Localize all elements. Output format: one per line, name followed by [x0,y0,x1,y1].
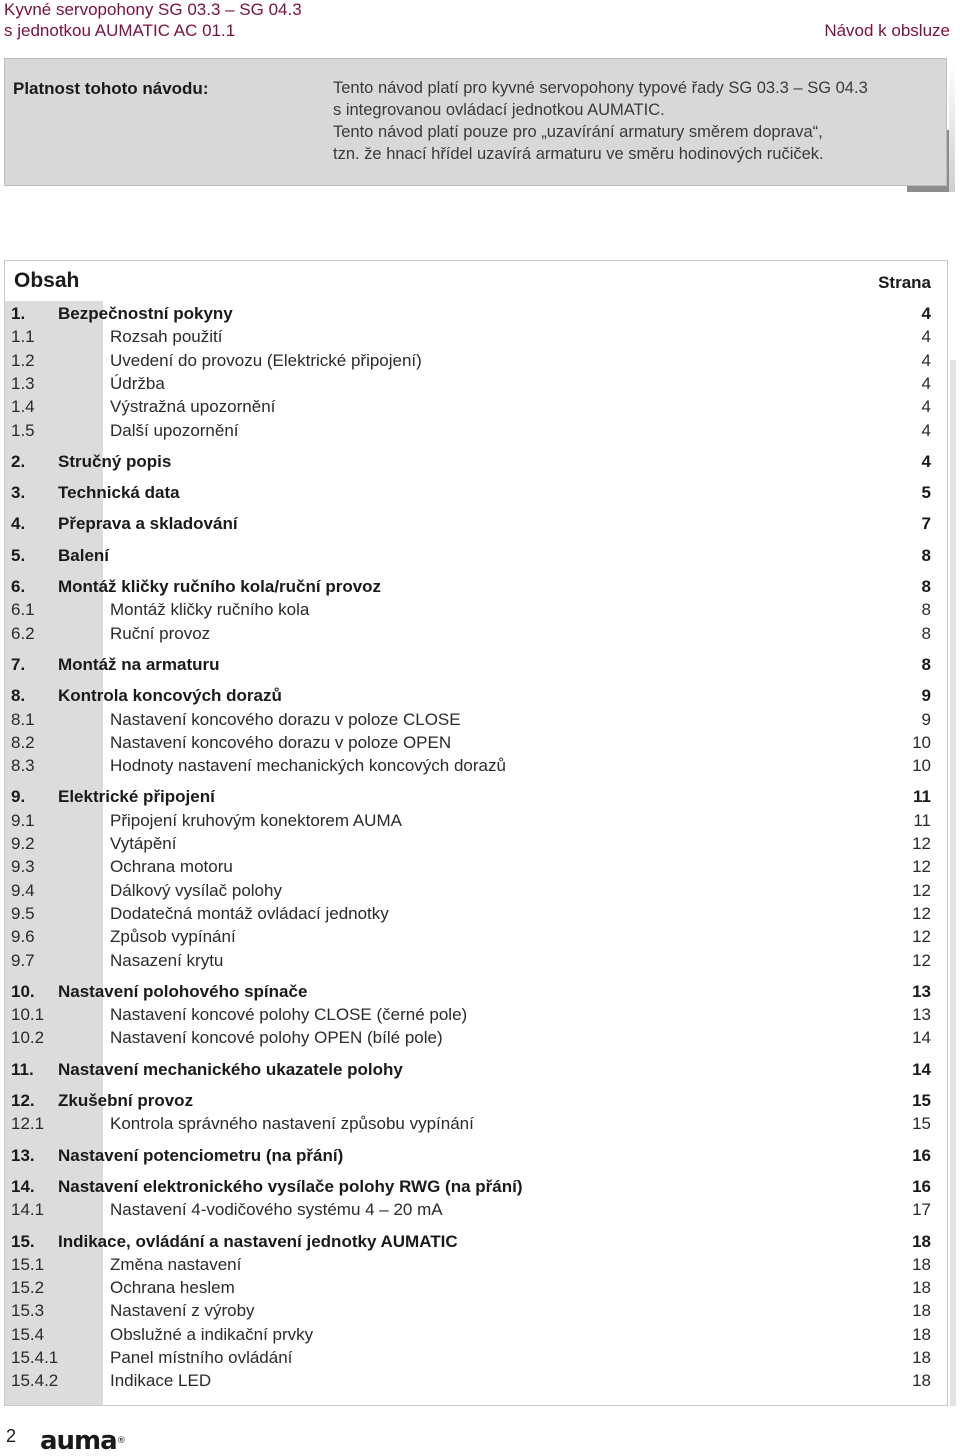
toc-entry [5,396,947,418]
toc-entry-number: 8. [11,686,26,706]
table-of-contents [4,260,948,1406]
toc-entry [5,685,947,707]
page-number: 2 [6,1426,17,1446]
toc-entry-page: 9 [921,709,931,729]
auma-logo [40,1428,125,1454]
toc-entry [5,903,947,925]
toc-entry-title: Nastavení 4-vodičového systému 4 – 20 mA [110,1200,443,1220]
toc-entry [5,1347,947,1369]
toc-entry [5,482,947,504]
toc-entry-page: 8 [921,654,931,674]
toc-entry [5,1324,947,1346]
toc-entry-title: Balení [58,545,110,565]
toc-entry-title: Montáž kličky ručního kola [110,600,310,620]
document-header [4,0,950,44]
toc-entry-number: 8.3 [11,756,35,776]
toc-entry-page: 12 [912,950,931,970]
toc-entry-number: 15.2 [11,1278,45,1298]
toc-entry-page: 15 [912,1114,931,1134]
toc-entry-title: Stručný popis [58,451,172,471]
toc-entry-page: 12 [912,903,931,923]
toc-entry-title: Nastavení koncové polohy OPEN (bílé pole) [110,1028,443,1048]
toc-entry [5,1113,947,1135]
toc-entry-number: 10.2 [11,1028,45,1048]
toc-entry-number: 8.2 [11,732,35,752]
registered-mark: ® [116,1436,125,1446]
toc-entry-page: 10 [912,732,931,752]
toc-entry-number: 9.5 [11,903,35,923]
toc-entry [5,420,947,442]
toc-entry-number: 12.1 [11,1114,45,1134]
validity-line: tzn. že hnací hřídel uzavírá armaturu ve směru hodinových ručiček. [333,145,824,163]
toc-entry-number: 15.3 [11,1301,45,1321]
toc-entry-number: 6.1 [11,600,35,620]
toc-entry [5,303,947,325]
toc-entry-title: Technická data [58,483,180,503]
toc-entry-number: 1.3 [11,373,35,393]
validity-line: Tento návod platí pouze pro „uzavírání armatury směrem doprava“, [333,123,823,141]
toc-entry-title: Nastavení koncového dorazu v poloze CLOSE [110,709,461,729]
toc-entry [5,513,947,535]
toc-entry-page: 4 [921,304,931,323]
toc-entry-page: 8 [921,545,931,565]
toc-entry-page: 5 [921,483,931,503]
validity-label: Platnost tohoto návodu: [13,79,209,98]
toc-entry-number: 15.4 [11,1324,45,1344]
toc-entry-title: Výstražná upozornění [110,397,276,417]
toc-entry [5,833,947,855]
toc-entry-title: Nastavení mechanického ukazatele polohy [58,1059,403,1079]
toc-entry-title: Přeprava a skladování [58,514,238,534]
toc-entry-page: 18 [912,1231,931,1251]
validity-box-edge [949,62,955,192]
toc-entry-title: Kontrola koncových dorazů [58,686,282,706]
toc-entry-number: 9.1 [11,810,35,830]
toc-entry [5,1254,947,1276]
toc-entry [5,1300,947,1322]
toc-entry-title: Nastavení polohového spínače [58,981,308,1001]
toc-entry-page: 4 [921,373,931,393]
toc-entry-number: 10.1 [11,1005,45,1025]
toc-entry [5,856,947,878]
toc-entry-title: Bezpečnostní pokyny [58,304,233,323]
toc-entry-number: 15.1 [11,1254,45,1274]
toc-entry-page: 8 [921,623,931,643]
toc-entry-page: 11 [913,787,931,807]
header-title-line-2: s jednotkou AUMATIC AC 01.1 [4,21,236,40]
toc-entry-page: 9 [921,686,931,706]
toc-entry-page: 12 [912,880,931,900]
validity-text [333,77,933,165]
toc-entry-number: 9.7 [11,950,35,970]
toc-entry-title: Rozsah použití [110,327,223,347]
toc-entry-page: 4 [921,327,931,347]
toc-entry [5,1145,947,1167]
toc-entry-number: 1. [11,304,26,323]
toc-entry-title: Ochrana heslem [110,1278,235,1298]
toc-entry [5,654,947,676]
toc-entry-page: 12 [912,927,931,947]
toc-entry-title: Obslužné a indikační prvky [110,1324,314,1344]
toc-entry [5,623,947,645]
header-document-type: Návod k obsluze [824,21,950,40]
toc-entry-number: 3. [11,483,26,503]
toc-entry-page: 10 [912,756,931,776]
toc-entry-number: 9.2 [11,834,35,853]
toc-title: Obsah [14,269,80,292]
toc-entry-page: 8 [921,577,931,596]
toc-entry [5,1199,947,1221]
toc-entry-title: Indikace, ovládání a nastavení jednotky AUMATIC [58,1231,458,1251]
toc-entry [5,545,947,567]
toc-entry-number: 14.1 [11,1200,45,1220]
toc-entry-page: 14 [912,1028,931,1048]
logo-text: auma [40,1426,117,1456]
toc-entry [5,1231,947,1253]
toc-entry [5,755,947,777]
toc-entry-number: 15.4.1 [11,1348,59,1367]
toc-entry [5,451,947,473]
toc-entry [5,373,947,395]
toc-entry-page: 12 [912,857,931,877]
toc-entry-number: 12. [11,1091,35,1110]
toc-entry-page: 4 [921,451,931,471]
toc-entry-number: 8.1 [11,709,35,729]
toc-entry-number: 1.1 [11,327,35,347]
toc-entry-title: Nastavení koncového dorazu v poloze OPEN [110,732,452,752]
toc-entry-number: 9.3 [11,857,35,877]
toc-entry-page: 4 [921,420,931,440]
toc-entry [5,950,947,972]
toc-entry-title: Nastavení z výroby [110,1301,255,1321]
toc-box-edge [950,360,956,1406]
toc-entry-page: 18 [912,1348,931,1367]
toc-entry [5,1370,947,1392]
toc-entry-page: 16 [912,1176,931,1196]
toc-entry-title: Vytápění [110,834,177,853]
toc-entry-page: 13 [912,981,931,1001]
toc-entry-page: 11 [913,810,931,830]
header-title-line-1: Kyvné servopohony SG 03.3 – SG 04.3 [4,0,302,19]
toc-entry-number: 7. [11,654,26,674]
toc-entry-title: Hodnoty nastavení mechanických koncových dorazů [110,756,506,776]
toc-page-column-header: Strana [878,273,931,292]
toc-entry-number: 1.2 [11,350,35,370]
toc-entry-page: 8 [921,600,931,620]
toc-entry-title: Kontrola správného nastavení způsobu vypínání [110,1114,474,1134]
toc-entry-page: 15 [912,1091,931,1110]
toc-entry-title: Montáž kličky ručního kola/ruční provoz [58,577,382,596]
toc-entry-page: 7 [921,514,931,534]
toc-entry-title: Panel místního ovládání [110,1348,293,1367]
toc-entry-number: 15.4.2 [11,1371,59,1391]
toc-entry-number: 13. [11,1145,35,1165]
toc-entry-number: 10. [11,981,35,1001]
toc-entry-title: Uvedení do provozu (Elektrické připojení) [110,350,422,370]
toc-entry-title: Nasazení krytu [110,950,224,970]
toc-entry-page: 17 [912,1200,931,1220]
toc-entry [5,1176,947,1198]
toc-entry-page: 18 [912,1254,931,1274]
validity-line: s integrovanou ovládací jednotkou AUMATIC. [333,101,665,119]
toc-entry-number: 4. [11,514,26,534]
toc-entry [5,732,947,754]
toc-entry-title: Elektrické připojení [58,787,215,807]
toc-entry [5,1059,947,1081]
toc-entry-number: 14. [11,1176,35,1196]
toc-entry-title: Dálkový vysílač polohy [110,880,282,900]
toc-entry-page: 13 [912,1005,931,1025]
toc-entry-title: Nastavení koncové polohy CLOSE (černé pole) [110,1005,468,1025]
toc-entry [5,1027,947,1049]
toc-entry-title: Nastavení potenciometru (na přání) [58,1145,344,1165]
toc-entry-title: Zkušební provoz [58,1091,194,1110]
toc-entry-page: 18 [912,1301,931,1321]
toc-entry-title: Změna nastavení [110,1254,242,1274]
toc-entry-number: 1.5 [11,420,35,440]
toc-entry-page: 18 [912,1278,931,1298]
validity-box [4,58,947,186]
toc-entry-title: Ruční provoz [110,623,211,643]
toc-entry-title: Ochrana motoru [110,857,233,877]
toc-entry [5,981,947,1003]
toc-entry-page: 12 [912,834,931,853]
toc-entry-page: 4 [921,397,931,417]
toc-entry [5,810,947,832]
toc-entry-page: 18 [912,1371,931,1391]
toc-entry [5,786,947,808]
toc-entry [5,926,947,948]
toc-entry-number: 9.4 [11,880,35,900]
toc-entry-page: 16 [912,1145,931,1165]
toc-entry-page: 14 [912,1059,931,1079]
toc-entry [5,709,947,731]
toc-entry-number: 2. [11,451,26,471]
toc-entry-number: 9.6 [11,927,35,947]
toc-entry-number: 15. [11,1231,35,1251]
toc-entry [5,880,947,902]
toc-entry-number: 9. [11,787,26,807]
toc-entry-number: 6. [11,577,26,596]
toc-entry-title: Nastavení elektronického vysílače polohy RWG (na přání) [58,1176,523,1196]
toc-entry [5,1090,947,1112]
toc-entry-title: Indikace LED [110,1371,212,1391]
toc-entry-title: Údržba [110,373,165,393]
toc-entry-title: Další upozornění [110,420,239,440]
toc-entry-page: 4 [921,350,931,370]
toc-entry-number: 11. [11,1059,34,1079]
toc-entry-number: 6.2 [11,623,35,643]
toc-entry [5,326,947,348]
toc-entry [5,1004,947,1026]
toc-entry-title: Připojení kruhovým konektorem AUMA [110,810,402,830]
toc-entry [5,350,947,372]
toc-entry [5,576,947,598]
toc-entry-number: 5. [11,545,26,565]
toc-entry [5,599,947,621]
toc-entry-title: Montáž na armaturu [58,654,220,674]
toc-entry-number: 1.4 [11,397,35,417]
toc-entry [5,1277,947,1299]
toc-entry-page: 18 [912,1324,931,1344]
validity-line: Tento návod platí pro kyvné servopohony typové řady SG 03.3 – SG 04.3 [333,79,868,97]
toc-entry-title: Způsob vypínání [110,927,236,947]
toc-entry-title: Dodatečná montáž ovládací jednotky [110,903,389,923]
